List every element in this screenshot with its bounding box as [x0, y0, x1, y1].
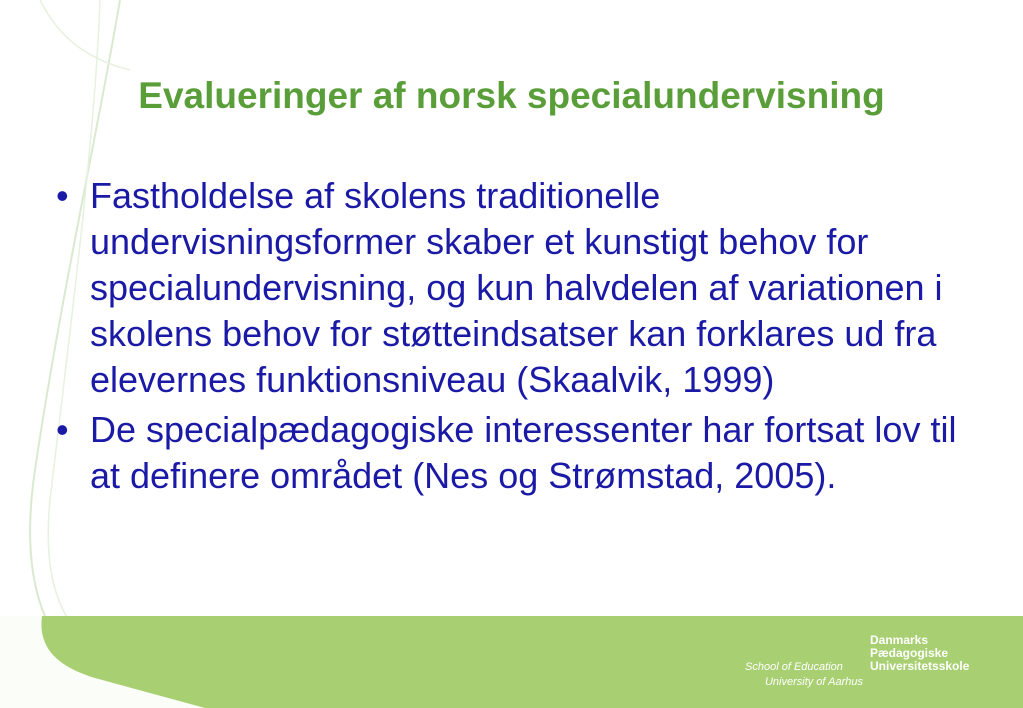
university-label: University of Aarhus — [764, 676, 863, 688]
bullet-list — [50, 173, 980, 503]
decor-curve-top — [40, 0, 130, 70]
logo-line: Danmarks — [870, 633, 929, 647]
bullet-marker: • — [56, 175, 69, 216]
footer-curve-overlay — [0, 616, 260, 708]
bullet-text: Fastholdelse af skolens traditionelle undervisningsformer skaber et kunstigt behov for specialundervisning, og kun halvdelen af variationen i skolens behov for støtteindsatser kan forklares ud fra elevernes funktionsniveau (Skaalvik, 1999) — [90, 175, 943, 400]
school-of-education-block — [725, 660, 863, 690]
logo-line: Pædagogiske — [870, 646, 949, 660]
bullet-text: De specialpædagogiske interessenter har fortsat lov til at definere området (Nes og Strømstad, 2005). — [90, 409, 957, 496]
bullet-item — [50, 173, 980, 403]
school-of-education-label: School of Education — [745, 661, 843, 673]
bullet-marker: • — [56, 409, 69, 450]
slide-title: Evalueringer af norsk specialundervisning — [138, 75, 885, 116]
dpu-logo-text — [870, 634, 969, 673]
footer-band — [0, 616, 1023, 708]
bullet-item — [50, 407, 980, 499]
logo-line: Universitetsskole — [870, 659, 970, 673]
